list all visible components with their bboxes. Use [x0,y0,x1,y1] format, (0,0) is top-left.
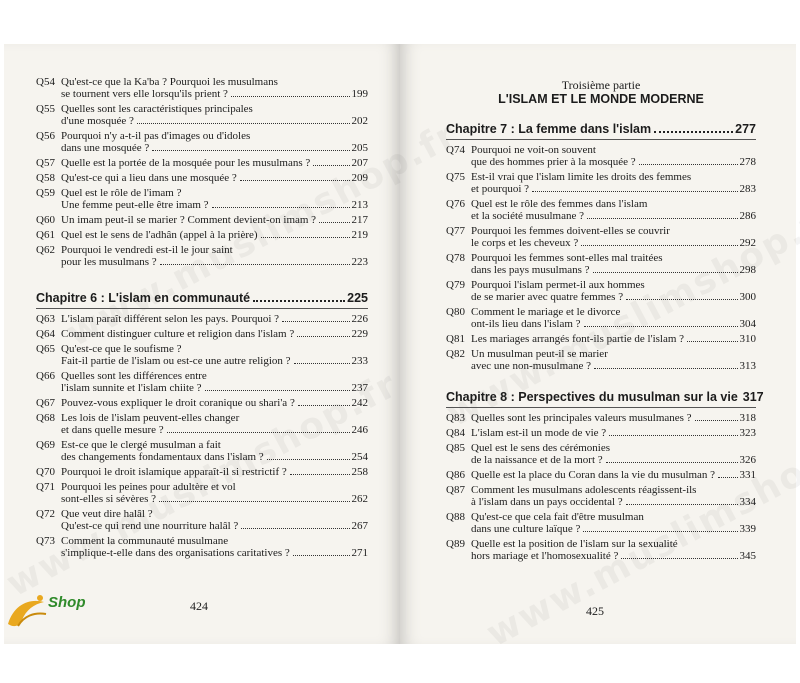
entry-line [471,442,756,454]
dot-leader [654,131,733,133]
question-text: Quelle est la portée de la mosquée pour les musulmans ? [61,157,311,169]
entry-line [61,88,368,100]
dot-leader [319,222,349,223]
page-ref: 219 [351,229,368,241]
page-ref: 217 [351,214,368,226]
question-number: Q65 [36,343,55,355]
dot-leader [583,531,737,532]
entry-line [61,412,368,424]
question-text: Qu'est-ce que le soufisme ? [61,343,182,355]
question-text: Une femme peut-elle être imam ? [61,199,209,211]
question-text: Pourquoi les femmes doivent-elles se couvrir [471,225,670,237]
entry-line [471,210,756,222]
page-ref: 300 [739,291,756,303]
chapter-heading [446,122,756,136]
page-ref: 331 [739,469,756,481]
chapter-heading [446,390,764,404]
question-number: Q68 [36,412,55,424]
question-text: Quelle est la place du Coran dans la vie du musulman ? [471,469,716,481]
entry-line [61,214,368,226]
question-text: de se marier avec quatre femmes ? [471,291,624,303]
dot-leader [587,218,737,219]
entry-line [61,508,368,520]
dot-leader [290,474,350,475]
entry-line [61,535,368,547]
dot-leader [293,555,350,556]
question-text: dans une mosquée ? [61,142,150,154]
dot-leader [261,237,350,238]
question-text: avec une non-musulmane ? [471,360,592,372]
dot-leader [294,363,350,364]
question-text: de la naissance et de la mort ? [471,454,603,466]
dot-leader [160,264,350,265]
question-text: L'islam paraît différent selon les pays. Pourquoi ? [61,313,280,325]
entry-line [61,355,368,367]
entry-line [61,130,368,142]
entry-line [471,171,756,183]
question-text: d'une mosquée ? [61,115,134,127]
entry-line [471,144,756,156]
question-text: et pourquoi ? [471,183,530,195]
question-text: Comment distinguer culture et religion dans l'islam ? [61,328,295,340]
entry-line [471,291,756,303]
dot-leader [584,326,738,327]
entry-line [61,172,368,184]
dot-leader [267,459,350,460]
dot-leader [606,462,738,463]
entry-line [471,252,756,264]
question-text: Quel est le sens des cérémonies [471,442,610,454]
entry-line [471,279,756,291]
question-text: l'islam sunnite et l'islam chiite ? [61,382,202,394]
question-text: que des hommes prier à la mosquée ? [471,156,636,168]
entry-line [471,198,756,210]
question-number: Q82 [446,348,465,360]
dot-leader [137,123,350,124]
question-text: pour les musulmans ? [61,256,157,268]
page-ref: 298 [739,264,756,276]
dot-leader [313,165,349,166]
entry-line [471,348,756,360]
entry-line [61,397,368,409]
dot-leader [532,191,737,192]
page-ref: 199 [351,88,368,100]
page-ref: 334 [739,496,756,508]
dot-leader [298,405,350,406]
entry-line [61,493,368,505]
question-number: Q76 [446,198,465,210]
page-ref: 207 [351,157,368,169]
chapter-page-ref: 225 [347,291,368,305]
dot-leader [594,368,737,369]
entry-line [471,306,756,318]
dot-leader [626,504,738,505]
dot-leader [253,300,345,302]
logo-text: Shop [48,594,86,611]
question-text: Pouvez-vous expliquer le droit coranique ou shari'a ? [61,397,295,409]
right-page-number: 425 [586,604,604,618]
entry-line [471,183,756,195]
chapter-page-ref: 277 [735,122,756,136]
chapter-rule [36,308,368,309]
question-text: Pourquoi n'y a-t-il pas d'images ou d'idoles [61,130,251,142]
question-number: Q61 [36,229,55,241]
dot-leader [159,501,350,502]
page-ref: 213 [351,199,368,211]
entry-line [471,156,756,168]
question-text: Quelles sont les principales valeurs musulmanes ? [471,412,692,424]
question-text: Quelles sont les caractéristiques principales [61,103,253,115]
entry-line [61,520,368,532]
dot-leader [621,558,737,559]
question-text: Que veut dire halâl ? [61,508,153,520]
page-ref: 283 [739,183,756,195]
question-text: Quelles sont les différences entre [61,370,207,382]
question-text: Pourquoi les femmes sont-elles mal traitées [471,252,663,264]
chapter-title: Chapitre 7 : La femme dans l'islam [446,122,652,136]
page-ref: 233 [351,355,368,367]
question-text: Les lois de l'islam peuvent-elles changer [61,412,240,424]
page-ref: 209 [351,172,368,184]
question-text: et la société musulmane ? [471,210,585,222]
page-ref: 262 [351,493,368,505]
question-text: et dans quelle mesure ? [61,424,164,436]
question-text: Pourquoi le vendredi est-il le jour saint [61,244,233,256]
entry-line [471,225,756,237]
page-ref: 304 [739,318,756,330]
question-number: Q80 [446,306,465,318]
part-title: L'ISLAM ET LE MONDE MODERNE [498,92,704,106]
dot-leader [639,164,738,165]
question-number: Q64 [36,328,55,340]
entry-line [471,333,756,345]
question-number: Q54 [36,76,55,88]
page-ref: 226 [351,313,368,325]
chapter-title: Chapitre 8 : Perspectives du musulman sur la vie [446,390,738,404]
entry-line [61,256,368,268]
dot-leader [282,321,349,322]
book-spread [4,44,796,644]
question-number: Q85 [446,442,465,454]
entry-line [61,244,368,256]
question-number: Q62 [36,244,55,256]
dot-leader [241,528,349,529]
question-text: Pourquoi le droit islamique apparaît-il si restrictif ? [61,466,287,478]
question-number: Q60 [36,214,55,226]
question-text: Quel est le rôle des femmes dans l'islam [471,198,648,210]
dot-leader [205,390,350,391]
question-text: des changements fondamentaux dans l'islam ? [61,451,264,463]
dot-leader [240,180,350,181]
question-text: L'islam est-il un mode de vie ? [471,427,607,439]
question-text: Pourquoi l'islam permet-il aux hommes [471,279,645,291]
page-ref: 205 [351,142,368,154]
page-ref: 339 [739,523,756,535]
entry-line [471,523,756,535]
entry-line [61,115,368,127]
part-label: Troisième partie [561,78,641,92]
dot-leader [718,477,737,478]
question-number: Q78 [446,252,465,264]
question-text: Quel est le rôle de l'imam ? [61,187,182,199]
dot-leader [297,336,349,337]
page-ref: 292 [739,237,756,249]
question-text: Comment les musulmans adolescents réagissent-ils [471,484,697,496]
chapter-title: Chapitre 6 : L'islam en communauté [36,291,251,305]
question-text: ont-ils lieu dans l'islam ? [471,318,581,330]
entry-line [61,424,368,436]
question-number: Q58 [36,172,55,184]
question-number: Q75 [446,171,465,183]
dot-leader [152,150,349,151]
question-number: Q72 [36,508,55,520]
entry-line [61,187,368,199]
question-number: Q81 [446,333,465,345]
shop-logo [4,590,124,640]
page-ref: 258 [351,466,368,478]
entry-line [471,454,756,466]
chapter-heading [36,291,368,305]
entry-line [471,360,756,372]
entry-line [61,142,368,154]
question-text: Un musulman peut-il se marier [471,348,608,360]
page-ref: 313 [739,360,756,372]
question-text: hors mariage et l'homosexualité ? [471,550,619,562]
question-number: Q59 [36,187,55,199]
entry-line [61,370,368,382]
question-number: Q86 [446,469,465,481]
entry-line [471,511,756,523]
page-ref: 267 [351,520,368,532]
question-text: dans les pays musulmans ? [471,264,590,276]
question-number: Q73 [36,535,55,547]
question-text: Fait-il partie de l'islam ou est-ce une autre religion ? [61,355,291,367]
entry-line [61,343,368,355]
question-number: Q77 [446,225,465,237]
page-ref: 242 [351,397,368,409]
entry-line [471,550,756,562]
question-number: Q57 [36,157,55,169]
question-text: Qu'est-ce qui a lieu dans une mosquée ? [61,172,237,184]
question-text: Qu'est-ce que cela fait d'être musulman [471,511,644,523]
left-page-number: 424 [190,599,208,613]
question-number: Q74 [446,144,465,156]
chapter-page-ref: 317 [742,390,764,404]
entry-line [61,199,368,211]
page-ref: 254 [351,451,368,463]
dot-leader [593,272,738,273]
dot-leader [695,420,738,421]
question-text: Comment la communauté musulmane [61,535,229,547]
entry-line [471,538,756,550]
entry-line [471,484,756,496]
question-number: Q89 [446,538,465,550]
question-text: Qu'est-ce que la Ka'ba ? Pourquoi les musulmans [61,76,278,88]
question-text: se tournent vers elle lorsqu'ils prient ? [61,88,228,100]
dot-leader [167,432,350,433]
question-text: Est-il vrai que l'islam limite les droits des femmes [471,171,692,183]
logo-swirl-icon [4,590,50,634]
entry-line [61,439,368,451]
dot-leader [687,341,737,342]
question-text: Les mariages arrangés font-ils partie de l'islam ? [471,333,685,345]
question-text: Comment le mariage et le divorce [471,306,621,318]
question-number: Q70 [36,466,55,478]
question-number: Q69 [36,439,55,451]
dot-leader [626,299,737,300]
page-ref: 326 [739,454,756,466]
entry-line [61,382,368,394]
question-number: Q56 [36,130,55,142]
question-number: Q63 [36,313,55,325]
page-ref: 237 [351,382,368,394]
entry-line [61,328,368,340]
entry-line [61,451,368,463]
dot-leader [581,245,737,246]
entry-line [471,427,756,439]
question-text: Quel est le sens de l'adhân (appel à la prière) [61,229,258,241]
question-text: sont-elles si sévères ? [61,493,156,505]
question-number: Q67 [36,397,55,409]
question-number: Q87 [446,484,465,496]
entry-line [61,481,368,493]
page-ref: 202 [351,115,368,127]
question-text: Pourquoi ne voit-on souvent [471,144,596,156]
entry-line [61,229,368,241]
dot-leader [231,96,350,97]
question-text: Pourquoi les peines pour adultère et vol [61,481,236,493]
question-number: Q55 [36,103,55,115]
entry-line [471,318,756,330]
page-ref: 271 [351,547,368,559]
entry-line [471,412,756,424]
entry-line [61,547,368,559]
question-number: Q88 [446,511,465,523]
entry-line [471,237,756,249]
entry-line [61,76,368,88]
page-ref: 318 [739,412,756,424]
question-number: Q79 [446,279,465,291]
question-text: s'implique-t-elle dans des organisations caritatives ? [61,547,290,559]
chapter-rule [446,139,756,140]
entry-line [471,469,756,481]
page-ref: 310 [739,333,756,345]
entry-line [61,103,368,115]
page-ref: 246 [351,424,368,436]
page-ref: 229 [351,328,368,340]
page-ref: 223 [351,256,368,268]
dot-leader [212,207,350,208]
question-number: Q71 [36,481,55,493]
question-number: Q84 [446,427,465,439]
entry-line [61,466,368,478]
question-number: Q83 [446,412,465,424]
entry-line [471,496,756,508]
entry-line [61,313,368,325]
page-ref: 286 [739,210,756,222]
page-ref: 323 [739,427,756,439]
question-text: Quelle est la position de l'islam sur la sexualité [471,538,678,550]
chapter-rule [446,407,756,408]
question-text: dans une culture laïque ? [471,523,581,535]
page-ref: 345 [739,550,756,562]
question-text: Qu'est-ce qui rend une nourriture halâl ? [61,520,239,532]
page-ref: 278 [739,156,756,168]
entry-line [471,264,756,276]
question-number: Q66 [36,370,55,382]
question-text: Est-ce que le clergé musulman a fait [61,439,221,451]
entry-line [61,157,368,169]
dot-leader [609,435,737,436]
question-text: le corps et les cheveux ? [471,237,579,249]
question-text: à l'islam dans un pays occidental ? [471,496,623,508]
question-text: Un imam peut-il se marier ? Comment devient-on imam ? [61,214,317,226]
